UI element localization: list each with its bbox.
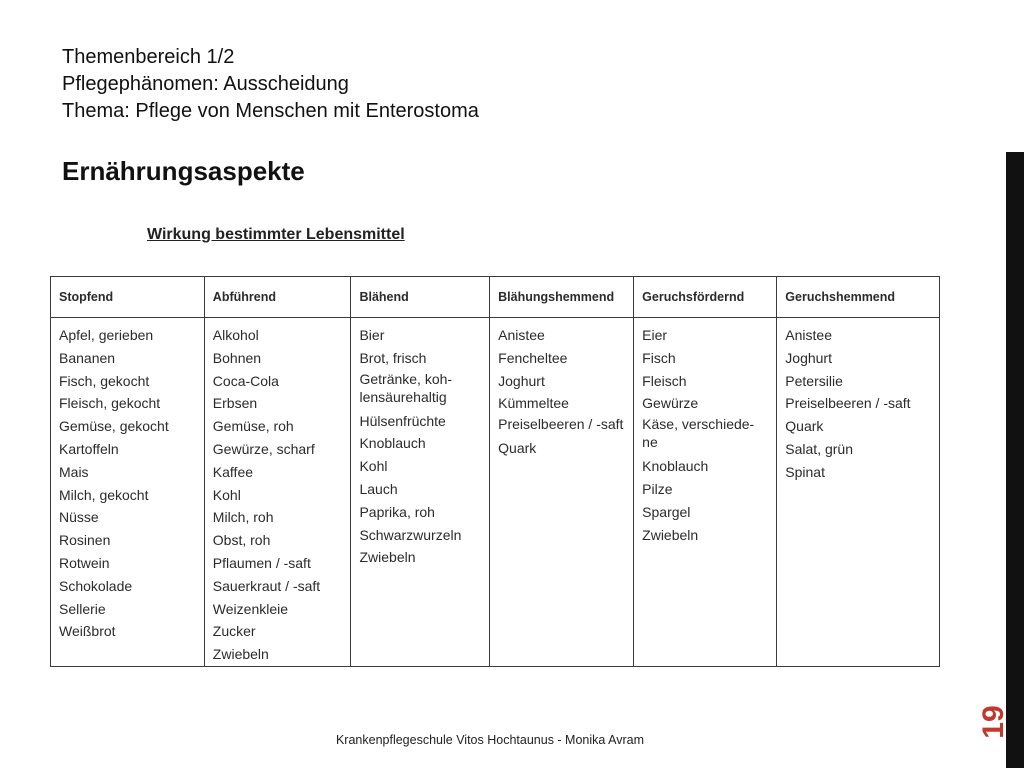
list-item: Fisch, gekocht <box>59 372 150 389</box>
list-item: Lauch <box>359 480 398 497</box>
column-header-geruchshemmend: Geruchshemmend <box>777 277 940 318</box>
list-item: Erbsen <box>212 395 258 412</box>
list-item: Pflaumen / -saft <box>212 554 311 571</box>
list-item: Fisch <box>642 349 676 366</box>
column-blaehend <box>351 318 490 667</box>
column-stopfend <box>51 318 205 667</box>
column-geruchsfoerdernd <box>634 318 777 667</box>
list-item: Salat, grün <box>785 440 853 457</box>
list-item: Mais <box>59 463 89 480</box>
list-item: Fleisch <box>642 372 687 389</box>
list-item: Kohl <box>212 486 241 503</box>
list-item: Anistee <box>785 327 832 343</box>
table-header-row <box>51 277 940 318</box>
list-item: Eier <box>642 327 668 343</box>
list-item: Obst, roh <box>212 532 271 549</box>
list-item: Bier <box>359 327 385 343</box>
list-item: Coca-Cola <box>212 372 279 389</box>
header-line-3: Thema: Pflege von Menschen mit Enterostoma <box>62 100 479 122</box>
food-effects-table <box>50 276 940 667</box>
column-header-stopfend: Stopfend <box>51 277 205 318</box>
food-effects-table-wrap <box>50 276 940 662</box>
header-block <box>62 44 479 125</box>
list-item: Fencheltee <box>498 349 568 366</box>
list-item: Fleisch, gekocht <box>59 395 161 412</box>
list-item: Joghurt <box>785 349 832 366</box>
list-item: Weizenkleie <box>212 600 289 617</box>
list-item: Schokolade <box>59 577 133 594</box>
header-line-2: Pflegephänomen: Ausscheidung <box>62 73 349 95</box>
list-item: Spargel <box>642 503 691 520</box>
list-item: Bohnen <box>212 349 262 366</box>
list-item: Gewürze <box>642 395 699 412</box>
table-body-row <box>51 318 940 667</box>
list-item: Joghurt <box>498 372 545 389</box>
list-item: Gemüse, roh <box>212 418 294 435</box>
list-item: Nüsse <box>59 509 99 526</box>
list-item: Gemüse, gekocht <box>59 418 169 435</box>
list-item: Brot, frisch <box>359 349 427 366</box>
list-item: Knoblauch <box>642 458 709 475</box>
column-header-geruchsfoerdernd: Geruchsfördernd <box>634 277 777 318</box>
list-item: Pilze <box>642 480 673 497</box>
list-item: Zwiebeln <box>212 646 269 663</box>
list-item: Knoblauch <box>359 435 426 452</box>
side-stripe-dark <box>1006 152 1024 768</box>
list-item: Zwiebeln <box>359 549 416 566</box>
list-item: Paprika, roh <box>359 503 435 520</box>
list-item: Schwarzwurzeln <box>359 526 462 543</box>
list-item: Kartoffeln <box>59 440 119 457</box>
list-item: Quark <box>498 440 537 457</box>
page-number: 19 <box>977 705 1010 739</box>
list-item: Anistee <box>498 327 545 343</box>
list-item: Rotwein <box>59 554 110 571</box>
list-item: Petersilie <box>785 372 843 389</box>
list-item: Kaffee <box>212 463 254 480</box>
list-item: Kümmeltee <box>498 395 569 412</box>
list-item: Alkohol <box>212 327 259 343</box>
list-item: Gewürze, scharf <box>212 440 315 457</box>
list-item: Bananen <box>59 349 116 366</box>
list-item: Weißbrot <box>59 623 116 640</box>
list-item: Quark <box>785 418 824 435</box>
column-header-blaehend: Blähend <box>351 277 490 318</box>
column-header-blaehungshemmend: Blähungshemmend <box>490 277 634 318</box>
header-line-1: Themenbereich 1/2 <box>62 46 235 68</box>
list-item: Hülsenfrüchte <box>359 412 446 429</box>
list-item: Sauerkraut / -saft <box>212 577 321 594</box>
list-item: Milch, gekocht <box>59 486 149 503</box>
list-item: Preiselbeeren / -saft <box>785 395 911 412</box>
list-item: Zucker <box>212 623 256 640</box>
list-item: Getränke, koh-lensäurehaltig <box>359 370 453 405</box>
column-geruchshemmend <box>777 318 940 667</box>
page-title: Ernährungsaspekte <box>62 156 305 186</box>
list-item: Rosinen <box>59 532 111 549</box>
list-item: Milch, roh <box>212 509 274 526</box>
table-subtitle: Wirkung bestimmter Lebensmittel <box>147 226 405 243</box>
column-header-abfuehrend: Abführend <box>204 277 351 318</box>
list-item: Käse, verschiede-ne <box>642 416 755 451</box>
column-abfuehrend <box>204 318 351 667</box>
list-item: Kohl <box>359 458 388 475</box>
list-item: Apfel, gerieben <box>59 327 154 343</box>
footer-credit: Krankenpflegeschule Vitos Hochtaunus - Monika Avram <box>335 733 645 747</box>
list-item: Preiselbeeren / -saft <box>498 416 624 433</box>
list-item: Spinat <box>785 463 825 480</box>
list-item: Sellerie <box>59 600 106 617</box>
list-item: Zwiebeln <box>642 526 699 543</box>
column-blaehungshemmend <box>490 318 634 667</box>
